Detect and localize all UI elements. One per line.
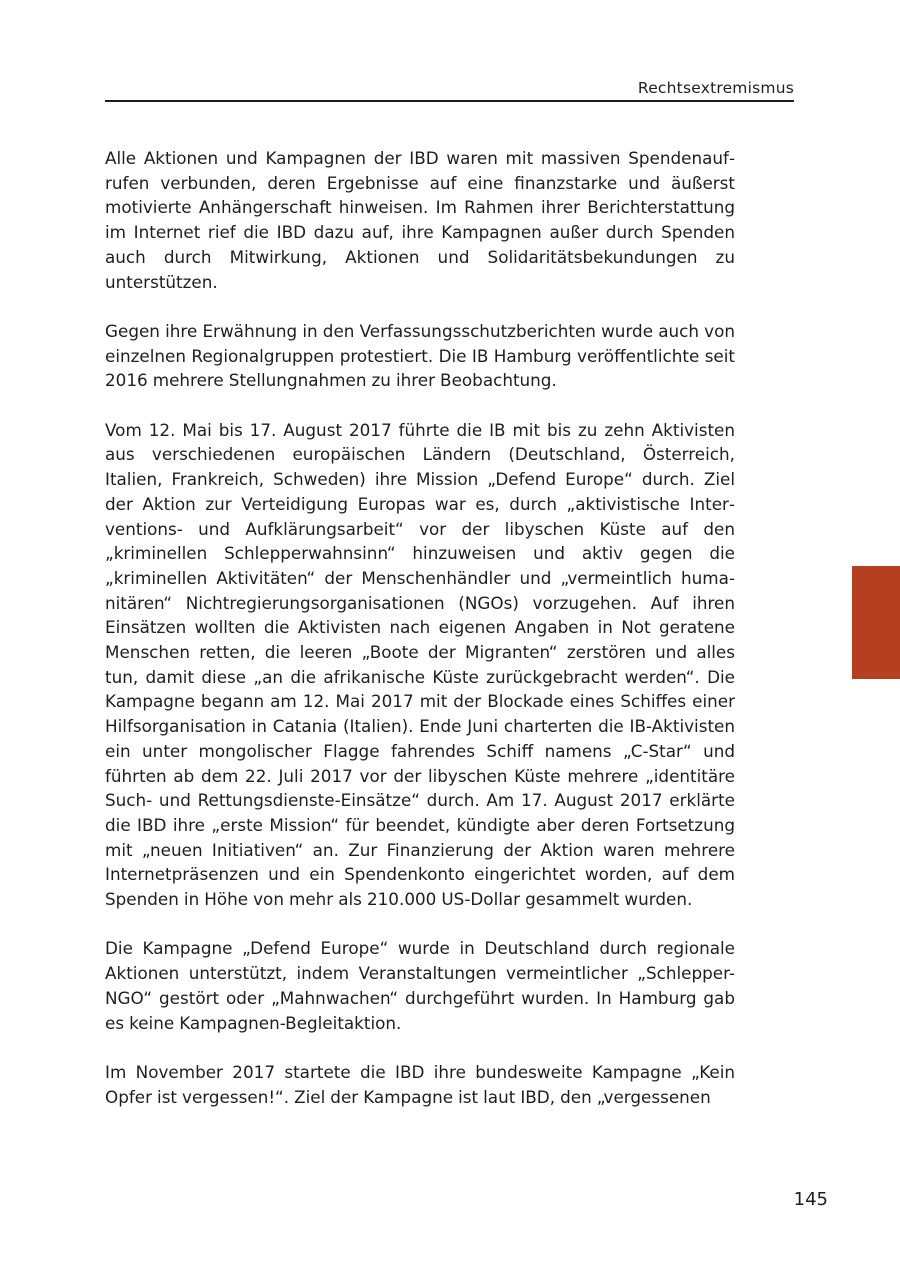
paragraph-regional-actions: Die Kampagne „Defend Europe“ wurde in Deutschland durch regionale Aktionen unterstützt, indem Veranstaltungen vermeintlicher „Schlepper-NGO“ gestört oder „Mahnwachen“ durchgeführt wurden. In Hamburg gab es keine Kampagnen-Begleitaktion. (105, 938, 735, 1033)
paragraph-defend-europe: Vom 12. Mai bis 17. August 2017 führte die IB mit bis zu zehn Aktivisten aus verschiedenen europäischen Ländern (Deutschland, Österreich, Italien, Frankreich, Schweden) ihre Mission „Defend Europe“ durch. Ziel der Aktion zur Verteidigung Europas war es, durch „aktivistische Interventions- und Aufklärungsarbeit“ vor der libyschen Küste auf den „kriminellen Schlepperwahnsinn“ hinzuweisen und aktiv gegen die „kriminellen Aktivitäten“ der Menschenhändler und „vermeintlich humanitären“ Nichtregierungsorganisationen (NGOs) vorzugehen. Auf ihren Einsätzen wollten die Aktivisten nach eigenen Angaben in Not geratene Menschen retten, die leeren „Boote der Migranten“ zerstören und alles tun, damit diese „an die afrikanische Küste zurückgebracht werden“. Die Kampagne begann am 12. Mai 2017 mit der Blockade eines Schiffes einer Hilfsorganisation in Catania (Italien). Ende Juni charterten die IB-Aktivisten ein unter mongolischer Flagge fahrendes Schiff namens „C-Star“ und führten ab dem 22. Juli 2017 vor der libyschen Küste mehrere „identitäre Such- und Rettungsdienste-Einsätze“ durch. Am 17. August 2017 erklärte die IBD ihre „erste Mission“ für beendet, kündigte aber deren Fortsetzung mit „neuen Initiativen“ an. Zur Finanzierung der Aktion waren mehrere Internetpräsenzen und ein Spendenkonto eingerichtet worden, auf dem Spenden in Höhe von mehr als 210.000 US-Dollar gesammelt wurden. (105, 419, 735, 910)
paragraph-kein-opfer: Im November 2017 startete die IBD ihre bundesweite Kampagne „Kein Opfer ist vergessen!“. Ziel der Kampagne ist laut IBD, den „vergessenen (105, 1061, 735, 1107)
paragraph-protest: Gegen ihre Erwähnung in den Verfassungsschutzberichten wurde auch von einzelnen Regionalgruppen protestiert. Die IB Hamburg veröffentlichte seit 2016 mehrere Stellungnahmen zu ihrer Beobachtung. (105, 320, 735, 391)
paragraph-donations: Alle Aktionen und Kampagnen der IBD waren mit massiven Spendenaufrufen verbunden, deren Ergebnisse auf eine finanzstarke und äußerst motivierte Anhängerschaft hinweisen. Im Rahmen ihrer Berichterstattung im Internet rief die IBD dazu auf, ihre Kampagnen außer durch Spenden auch durch Mitwirkung, Aktionen und Solidaritätsbekundungen zu unterstützen. (105, 148, 735, 292)
chapter-side-tab (852, 566, 900, 679)
running-title: Rechtsextremismus (637, 79, 794, 97)
page-number: 145 (793, 1189, 828, 1210)
running-header (105, 78, 794, 102)
body-text (105, 146, 735, 1134)
